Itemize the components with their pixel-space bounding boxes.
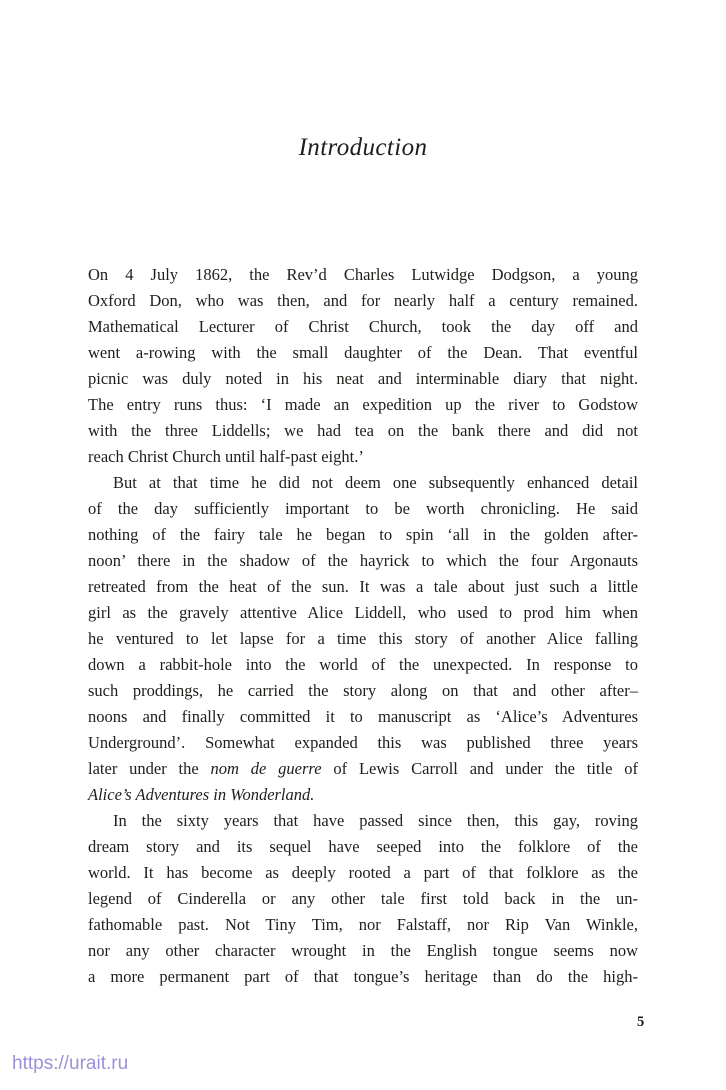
- paragraph: [88, 470, 638, 808]
- text-line: [88, 678, 638, 704]
- page-title: Introduction: [298, 134, 428, 161]
- text-run: But at that time he did not deem one subsequently enhanced detail: [113, 473, 638, 492]
- text-line: [88, 548, 638, 574]
- text-line: [88, 704, 638, 730]
- italic-text: Alice’s Adventures in Wonderland.: [88, 785, 315, 804]
- text-line: [88, 340, 638, 366]
- text-run: retreated from the heat of the sun. It was a tale about just such a little: [88, 577, 638, 596]
- text-line: [88, 938, 638, 964]
- text-run: such proddings, he carried the story along on that and other after–: [88, 681, 638, 700]
- text-line: [88, 808, 638, 834]
- text-line: [88, 574, 638, 600]
- text-run: Underground’. Somewhat expanded this was published three years: [88, 733, 638, 752]
- text-line: [88, 782, 638, 808]
- text-line: [88, 964, 638, 990]
- paragraph: [88, 808, 638, 990]
- text-run: In the sixty years that have passed since then, this gay, roving: [113, 811, 638, 830]
- text-run: The entry runs thus: ‘I made an expedition up the river to Godstow: [88, 395, 638, 414]
- text-run: dream story and its sequel have seeped into the folklore of the: [88, 837, 638, 856]
- text-line: [88, 366, 638, 392]
- text-run: noon’ there in the shadow of the hayrick to which the four Argonauts: [88, 551, 638, 570]
- text-line: [88, 470, 638, 496]
- text-run: a more permanent part of that tongue’s heritage than do the high-: [88, 967, 638, 986]
- text-run: nothing of the fairy tale he began to spin ‘all in the golden after-: [88, 525, 638, 544]
- text-run: legend of Cinderella or any other tale first told back in the un-: [88, 889, 638, 908]
- text-line: [88, 288, 638, 314]
- text-run: world. It has become as deeply rooted a part of that folklore as the: [88, 863, 638, 882]
- text-line: [88, 418, 638, 444]
- text-run: down a rabbit-hole into the world of the unexpected. In response to: [88, 655, 638, 674]
- text-line: [88, 730, 638, 756]
- text-run: picnic was duly noted in his neat and interminable diary that night.: [88, 369, 638, 388]
- text-line: [88, 444, 638, 470]
- text-line: [88, 600, 638, 626]
- text-line: [88, 626, 638, 652]
- text-run: of the day sufficiently important to be worth chronicling. He said: [88, 499, 638, 518]
- text-run: noons and finally committed it to manuscript as ‘Alice’s Adventures: [88, 707, 638, 726]
- text-line: [88, 652, 638, 678]
- text-line: [88, 314, 638, 340]
- text-run: of Lewis Carroll and under the title of: [321, 759, 638, 778]
- text-line: [88, 392, 638, 418]
- text-run: later under the: [88, 759, 211, 778]
- page-body: [88, 262, 638, 990]
- text-line: [88, 262, 638, 288]
- text-run: Oxford Don, who was then, and for nearly half a century remained.: [88, 291, 638, 310]
- italic-text: nom de guerre: [210, 759, 322, 778]
- text-run: he ventured to let lapse for a time this story of another Alice falling: [88, 629, 638, 648]
- text-line: [88, 756, 638, 782]
- text-line: [88, 860, 638, 886]
- text-run: On 4 July 1862, the Rev’d Charles Lutwidge Dodgson, a young: [88, 265, 638, 284]
- text-run: reach Christ Church until half-past eight.’: [88, 447, 364, 466]
- page-number: 5: [637, 1014, 645, 1030]
- watermark-url: https://urait.ru: [12, 1053, 129, 1074]
- text-line: [88, 496, 638, 522]
- text-run: Mathematical Lecturer of Christ Church, took the day off and: [88, 317, 638, 336]
- text-run: went a-rowing with the small daughter of the Dean. That eventful: [88, 343, 638, 362]
- text-run: girl as the gravely attentive Alice Liddell, who used to prod him when: [88, 603, 638, 622]
- text-line: [88, 886, 638, 912]
- text-run: nor any other character wrought in the English tongue seems now: [88, 941, 638, 960]
- paragraph: [88, 262, 638, 470]
- text-line: [88, 834, 638, 860]
- text-line: [88, 912, 638, 938]
- text-run: with the three Liddells; we had tea on the bank there and did not: [88, 421, 638, 440]
- text-line: [88, 522, 638, 548]
- text-run: fathomable past. Not Tiny Tim, nor Falstaff, nor Rip Van Winkle,: [88, 915, 638, 934]
